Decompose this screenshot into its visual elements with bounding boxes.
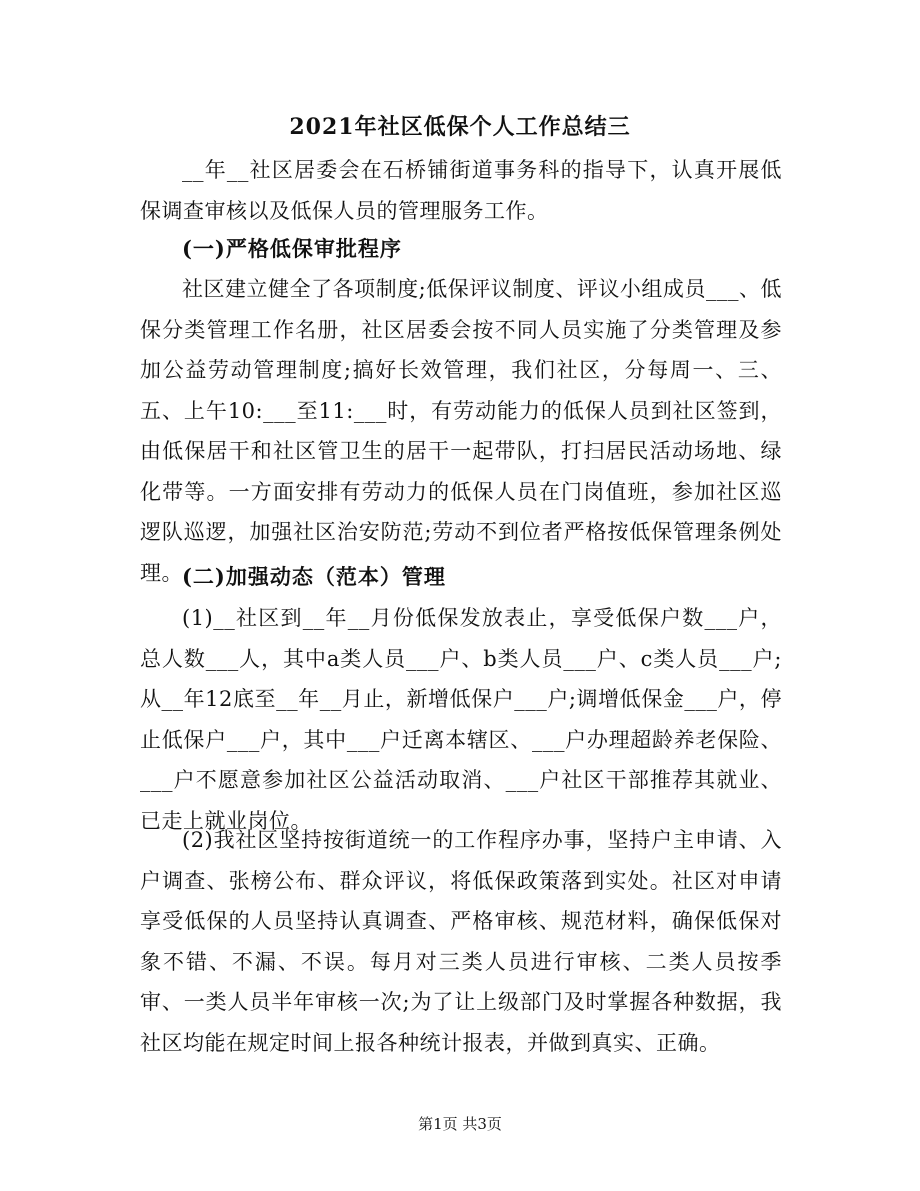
section-1-paragraph: 社区建立健全了各项制度;低保评议制度、评议小组成员___、低保分类管理工作名册，社区居委会按不同人员实施了分类管理及参加公益劳动管理制度;搞好长效管理，我们社区，分每周一、三、五、上午10:___至11:___时，有劳动能力的低保人员到社区签到，由低保居干和社区管卫生的居干一起带队，打扫居民活动场地、绿化带等。一方面安排有劳动力的低保人员在门岗值班，参加社区巡逻队巡逻，加强社区治安防范;劳动不到位者严格按低保管理条例处理。 — [140, 277, 782, 585]
document-title: 2021年社区低保个人工作总结三 — [289, 114, 631, 140]
page-footer: 第1页 共3页 — [418, 1115, 502, 1133]
section-heading-1: (一)严格低保审批程序 — [182, 236, 402, 261]
section-2-item-2: (2)我社区坚持按街道统一的工作程序办事，坚持户主申请、入户调查、张榜公布、群众评议，将低保政策落到实处。社区对申请享受低保的人员坚持认真调查、严格审核、规范材料，确保低保对象不错、不漏、不误。每月对三类人员进行审核、二类人员按季审、一类人员半年审核一次;为了让上级部门及时掌握各种数据，我社区均能在规定时间上报各种统计报表，并做到真实、正确。 — [140, 828, 782, 1055]
section-heading-2: (二)加强动态（范本）管理 — [182, 564, 446, 589]
section-2-item-1: (1)__社区到__年__月份低保发放表止，享受低保户数___户，总人数___人，其中a类人员___户、b类人员___户、c类人员___户;从__年12底至__年__月止，新增低保户___户;调增低保金___户，停止低保户___户，其中___户迁离本辖区、___户办理超龄养老保险、___户不愿意参加社区公益活动取消、___户社区干部推荐其就业、已走上就业岗位。 — [140, 606, 782, 833]
intro-paragraph: __年__社区居委会在石桥铺街道事务科的指导下，认真开展低保调查审核以及低保人员的管理服务工作。 — [140, 158, 782, 223]
